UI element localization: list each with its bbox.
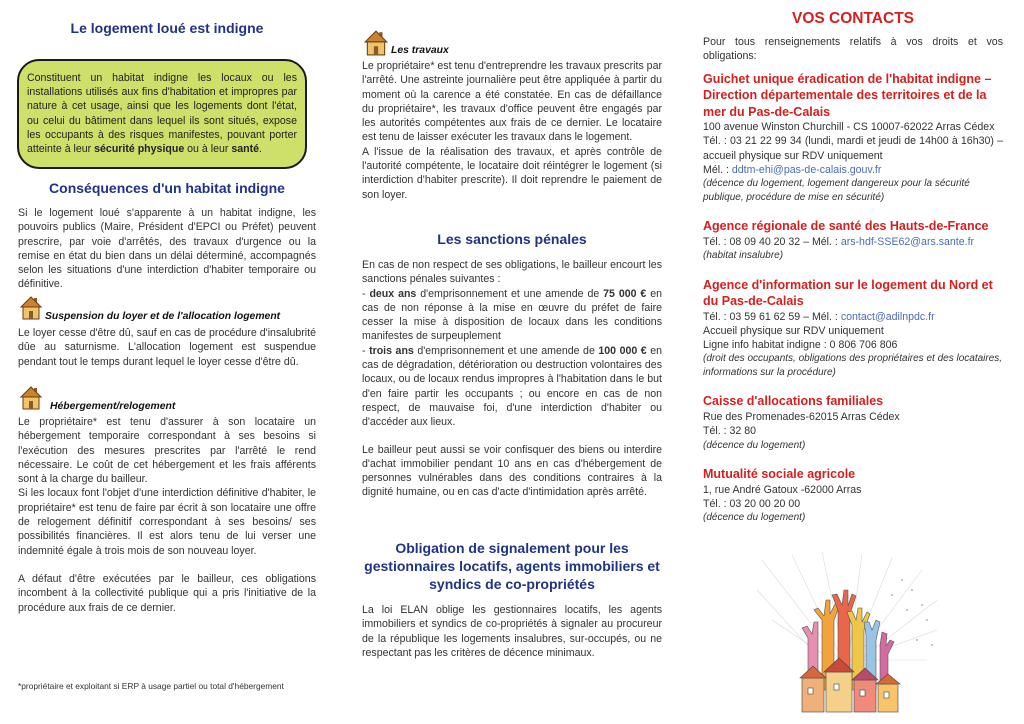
contact-5-address: 1, rue André Gatoux -62000 Arras	[703, 483, 862, 496]
raised-hands-illustration	[752, 550, 942, 718]
contact-1-address: 100 avenue Winston Churchill - CS 10007-62022 Arras Cédex	[703, 121, 995, 134]
callout-bold-sante: santé	[231, 143, 260, 156]
hebergement-text-2: Si les locaux font l'objet d'une interdiction définitive d'habiter, le propriétaire* est tenu de faire par écrit à son locataire une offre de relogement définitif correspondant à ses besoins/ ses possibilités financières. Il est alors tenu de lui verser une indemnité égale à trois mois de son nouveau loyer.	[18, 487, 316, 557]
contact-3-note: (droit des occupants, obligations des propriétaires et des locataires, informations sur la procédure)	[703, 353, 1003, 378]
contact-4-address: Rue des Promenades-62015 Arras Cédex	[703, 410, 900, 423]
hebergement-text-1: Le propriétaire* est tenu d'assurer à son locataire un hébergement temporaire correspondant à ses besoins si l'exécution des mesures prescrites par l'arrêté le rend nécessaire. Le coût de cet hébergement et les frais afférents sont à la charge du bailleur.	[18, 416, 316, 486]
s2-mid: d'emprisonnement et une amende de	[413, 344, 599, 357]
suspension-block	[18, 326, 316, 369]
contact-3-tel-text: Tél. : 03 59 61 62 59 – Mél. :	[703, 310, 841, 323]
definition-callout	[17, 59, 307, 169]
s2-rest: en cas de dégradation, détérioration ou destruction volontaires des locaux, ou de locaux rendus impropres à l'habitation dans le but d'en faire partir les occupants ; ou encore en cas de non respect, de mauvaise foi, d'une interdiction d'habiter ou d'accéder aux lieux.	[362, 344, 662, 429]
contact-3-line2: Accueil physique sur RDV uniquement	[703, 324, 884, 337]
contact-1-note: (décence du logement, logement dangereux pour la sécurité publique, procédure de mise en sécurité)	[703, 178, 970, 203]
contact-2-note: (habitat insalubre)	[703, 250, 784, 262]
s1-amount: 75 000 €	[603, 287, 647, 300]
contact-1-tel: Tél. : 03 21 22 99 34 (lundi, mardi et jeudi de 14h00 à 16h30) – accueil physique sur RDV uniquement	[703, 135, 1003, 162]
contact-4-note: (décence du logement)	[703, 439, 806, 451]
consequences-text: Si le logement loué s'apparente à un habitat indigne, les pouvoirs publics (Maire, Président d'EPCI ou Préfet) peuvent prescrire, par voie d'arrêtés, des travaux d'urgence ou la remise en état du bien dans un délai déterminé, accompagnés selon les situations d'une interdiction d'habiter temporaire ou définitive.	[18, 207, 316, 291]
sanctions-block	[362, 258, 662, 500]
sanction-1	[362, 287, 662, 344]
title-obligation: Obligation de signalement pour les gestionnaires locatifs, agents immobiliers et syndics de co-propriétés	[364, 540, 660, 592]
contact-1-email-link[interactable]: ddtm-ehi@pas-de-calais.gouv.fr	[731, 163, 882, 176]
contact-3-email-link[interactable]: contact@adilnpdc.fr	[840, 310, 935, 323]
contact-4-tel: Tél. : 32 80	[703, 425, 756, 438]
house-icon	[364, 30, 388, 56]
s2-amount: 100 000 €	[598, 344, 647, 357]
mel-label: Mél. :	[703, 163, 732, 176]
travaux-block	[362, 59, 662, 202]
callout-mid: ou à leur	[184, 143, 232, 156]
contact-4-name: Caisse d'allocations familiales	[703, 394, 884, 409]
consequences-block	[18, 206, 316, 292]
contacts-intro: Pour tous renseignements relatifs à vos droits et vos obligations:	[703, 36, 1003, 63]
contact-1-mel	[703, 163, 1003, 177]
s2-prefix: -	[362, 344, 370, 357]
title-consequences: Conséquences d'un habitat indigne	[49, 180, 285, 196]
obligation-text: La loi ELAN oblige les gestionnaires locatifs, les agents immobiliers et syndics de co-propriétés à signaler au procureur de la république les logements insalubres, sur-occupés, ou ne respectant pas les critères de décence minimaux.	[362, 604, 662, 659]
house-icon	[20, 386, 42, 410]
s1-prefix: -	[362, 287, 370, 300]
contact-3-name: Agence d'information sur le logement du Nord et du Pas-de-Calais	[703, 277, 993, 309]
hebergement-block	[18, 415, 316, 615]
contacts-block	[703, 35, 1003, 525]
s1-duration: deux ans	[369, 287, 417, 300]
confiscation-text: Le bailleur peut aussi se voir confisquer des biens ou interdire d'achat immobilier pendant 10 ans en cas d'hébergement de personnes vulnérables dans des conditions contraires à la dignité humaine, ou en cas d'acte d'intimidation après arrêté.	[362, 443, 662, 499]
sanctions-intro: En cas de non respect de ses obligations, le bailleur encourt les sanctions pénales suivantes :	[362, 259, 662, 286]
suspension-text: Le loyer cesse d'être dû, sauf en cas de procédure d'insalubrité dûe au saturnisme. L'allocation logement est suspendue pendant tout le temps durant lequel le loyer cesse d'être dû.	[18, 327, 316, 368]
title-logement-indigne: Le logement loué est indigne	[70, 20, 264, 36]
callout-end: .	[259, 143, 262, 156]
contact-5-note: (décence du logement)	[703, 512, 806, 524]
title-sanctions: Les sanctions pénales	[437, 231, 587, 247]
travaux-text-1: Le propriétaire* est tenu d'entreprendre les travaux prescrits par l'arrêté. Une astreinte journalière peut être appliquée à partir du moment où la carence a été constatée. En cas de défaillance du propriétaire*, les travaux d'office peuvent être engagés par les autorités compétentes aux frais de ce dernier. Le locataire est tenu de laisser exécuter les travaux dans le logement.	[362, 60, 662, 144]
travaux-text-2: A l'issue de la réalisation des travaux, et après contrôle de l'autorité compétente, le locataire doit réintégrer le logement (si interdiction d'habiter prescrite). Il doit reprendre le paiement de son loyer.	[362, 145, 662, 201]
hebergement-title: Hébergement/relogement	[50, 401, 176, 412]
s2-duration: trois ans	[369, 344, 414, 357]
s1-mid: d'emprisonnement et une amende de	[416, 287, 604, 300]
suspension-title: Suspension du loyer et de l'allocation logement	[45, 311, 281, 322]
contact-2-tel	[703, 235, 1003, 249]
s1-rest: en cas de non réponse à la mise en œuvre du préfet de faire cesser la mise à disposition de locaux dans les conditions manifestes de surpeuplement	[362, 287, 662, 343]
defaut-text: A défaut d'être exécutées par le bailleur, ces obligations incombent à la collectivité publique qui a pris l'initiative de la procédure aux frais de ce dernier.	[18, 572, 316, 614]
contact-3-tel	[703, 310, 1003, 324]
obligation-block	[362, 603, 662, 660]
travaux-title: Les travaux	[391, 45, 449, 56]
contact-5-tel: Tél. : 03 20 00 20 00	[703, 497, 801, 510]
contact-2-email-link[interactable]: ars-hdf-SSE62@ars.sante.fr	[840, 235, 975, 248]
footnote: *propriétaire et exploitant si ERP à usage partiel ou total d'hébergement	[18, 681, 284, 691]
contact-5-name: Mutualité sociale agricole	[703, 467, 856, 482]
contact-2-name: Agence régionale de santé des Hauts-de-France	[703, 219, 989, 234]
contact-3-line3: Ligne info habitat indigne : 0 806 706 806	[703, 339, 898, 352]
contacts-title: VOS CONTACTS	[792, 10, 914, 27]
contact-1-name: Guichet unique éradication de l'habitat indigne – Direction départementale des territoires et de la mer du Pas-de-Calais	[703, 71, 992, 119]
sanction-2	[362, 344, 662, 430]
contact-2-tel-text: Tél. : 08 09 40 20 32 – Mél. :	[703, 235, 841, 248]
house-icon	[20, 296, 42, 320]
callout-bold-securite: sécurité physique	[94, 143, 185, 156]
callout-text: Constituent un habitat indigne les locaux ou les installations utilisés aux fins d'habitation et impropres par nature à cet usage, ainsi que les logements dont l'état, ou celui du bâtiment dans lequel ils sont situés, expose les occupants à des risques manifestes, pouvant porter atteinte à leur	[27, 72, 297, 156]
